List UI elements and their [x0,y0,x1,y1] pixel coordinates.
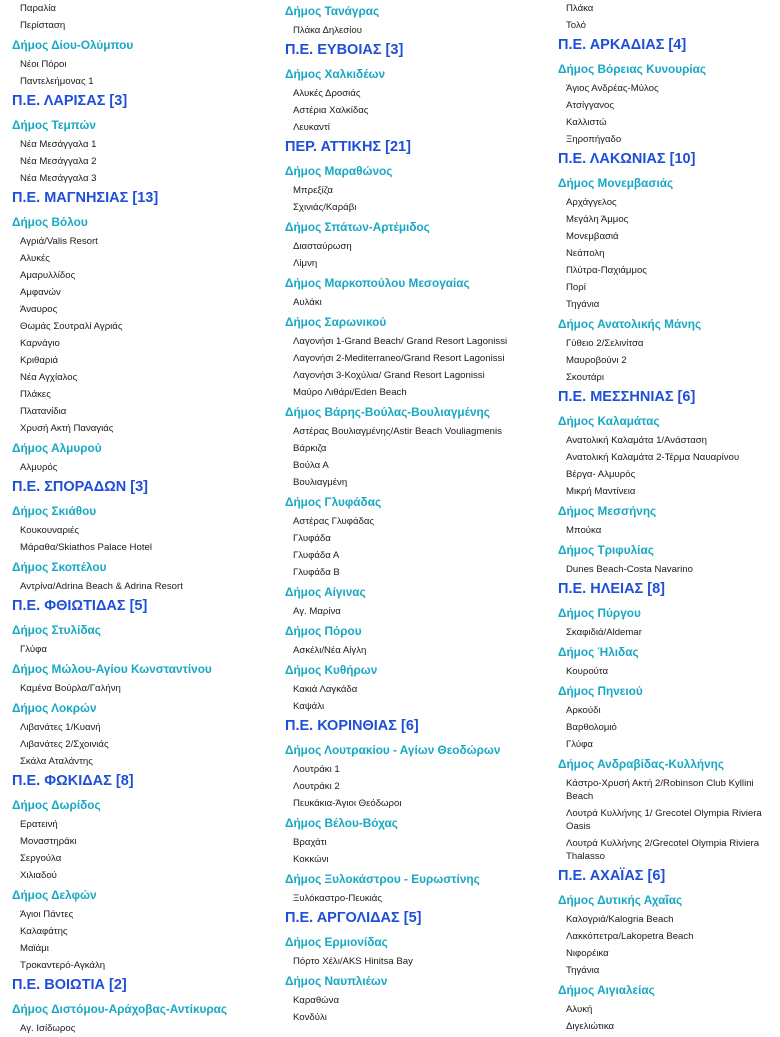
municipality-heading: Δήμος Στυλίδας [12,623,101,637]
column-3 [558,0,773,1035]
municipality-heading: Δήμος Λουτρακίου - Αγίων Θεοδώρων [285,743,501,757]
municipality-heading: Δήμος Σαρωνικού [285,315,387,329]
beach-item: Μπρεξίζα [293,185,333,196]
municipality-heading: Δήμος Σκοπέλου [12,560,107,574]
municipality-heading: Δήμος Κυθήρων [285,663,378,677]
beach-item: Σχινιάς/Καράβι [293,202,357,213]
beach-item: Κονδύλι [293,1012,327,1023]
beach-item: Άναυρος [20,304,58,315]
beach-item: Βραχάτι [293,837,327,848]
beach-item: Λαγονήσι 1-Grand Beach/ Grand Resort Lagonissi [293,336,508,347]
beach-item: Αλυκές Δροσιάς [293,88,361,99]
beach-item: Καλαφάτης [20,926,68,937]
beach-item: Μοναστηράκι [20,836,77,847]
beach-item: Θωμάς Σουτραλί Αγριάς [20,321,123,332]
municipality-heading: Δήμος Ναυπλιέων [285,974,388,988]
municipality-heading: Δήμος Διστόμου-Αράχοβας-Αντίκυρας [12,1002,228,1016]
beach-item: Γλυφάδα Β [293,567,340,578]
beach-item: Λουτράκι 1 [293,764,340,775]
beach-item: Τηγάνια [566,299,600,310]
beach-item: Παντελεήμονας 1 [20,76,94,87]
beach-item: Νέα Μεσάγγαλα 1 [20,139,97,150]
municipality-heading: Δήμος Βόρειας Κυνουρίας [558,62,707,76]
beach-item: Μονεμβασιά [566,231,619,242]
municipality-heading: Δήμος Αλμυρού [12,441,102,455]
beach-item: Αστέρια Χαλκίδας [293,105,369,116]
beach-item: Αστέρας Βουλιαγμένης/Astir Beach Vouliagmenis [293,426,502,437]
beach-item: Διασταύρωση [293,241,352,252]
beach-item: Μαύρο Λιθάρι/Eden Beach [293,387,407,398]
beach-item: Άγιοι Πάντες [20,909,74,920]
beach-item: Καρνάγιο [20,338,60,349]
column-2 [285,0,547,1026]
beach-item: Χιλιαδού [20,870,57,881]
region-heading: Π.Ε. ΕΥΒΟΙΑΣ [3] [285,42,404,58]
beach-item: Βάρκιζα [293,443,327,454]
beach-item: Αλυκή [566,1004,593,1015]
municipality-heading: Δήμος Βόλου [12,215,88,229]
municipality-heading: Δήμος Μονεμβασιάς [558,176,674,190]
municipality-heading: Δήμος Χαλκιδέων [285,67,386,81]
beach-item: Νέα Μεσάγγαλα 2 [20,156,97,167]
beach-item: Τολό [566,20,586,31]
beach-item: Αγ. Μαρίνα [293,606,341,617]
beach-item: Dunes Beach-Costa Navarino [566,564,693,575]
municipality-heading: Δήμος Δίου-Ολύμπου [12,38,134,52]
municipality-heading: Δήμος Καλαμάτας [558,414,660,428]
municipality-heading: Δήμος Σκιάθου [12,504,97,518]
beach-item: Αμφανών [20,287,61,298]
beach-item: Μαϊάμι [20,943,49,954]
municipality-heading: Δήμος Μεσσήνης [558,504,657,518]
beach-item: Καλογριά/Kalogria Beach [566,914,674,925]
beach-item: Νέοι Πόροι [20,59,67,70]
region-heading: Π.Ε. ΑΡΚΑΔΙΑΣ [4] [558,37,687,53]
beach-item: Κάστρο-Χρυσή Ακτή 2/Robinson Club Kyllini Beach [566,778,754,802]
municipality-heading: Δήμος Λοκρών [12,701,97,715]
municipality-heading: Δήμος Βάρης-Βούλας-Βουλιαγμένης [285,405,490,419]
beach-item: Πλάκα [566,3,594,14]
beach-item: Ανατολική Καλαμάτα 1/Ανάσταση [566,435,708,446]
beach-item: Πλάκα Δηλεσίου [293,25,362,36]
beach-item: Πευκάκια-Άγιοι Θεόδωροι [293,798,402,809]
beach-item: Σκαφιδιά/Aldemar [566,627,642,638]
beach-item: Νέα Αγχίαλος [20,372,78,383]
region-heading: Π.Ε. ΛΑΚΩΝΙΑΣ [10] [558,151,696,167]
municipality-heading: Δήμος Αιγιαλείας [558,983,655,997]
beach-item: Λακκόπετρα/Lakopetra Beach [566,931,694,942]
beach-item: Νιφορέικα [566,948,609,959]
beach-item: Παραλία [20,3,56,14]
beach-item: Αυλάκι [293,297,322,308]
municipality-heading: Δήμος Ερμιονίδας [285,935,388,949]
beach-item: Ατσίγγανος [566,100,615,111]
municipality-heading: Δήμος Γλυφάδας [285,495,382,509]
municipality-heading: Δήμος Τανάγρας [285,4,380,18]
beach-item: Ξυλόκαστρο-Πευκιάς [293,893,382,904]
beach-item: Λιβανάτες 2/Σχοινιάς [20,739,109,750]
beach-item: Μάραθα/Skiathos Palace Hotel [20,542,152,553]
beach-item: Διγελιώτικα [566,1021,615,1032]
beach-item: Αντρίνα/Adrina Beach & Adrina Resort [20,581,183,592]
beach-item: Μπούκα [566,525,602,536]
beach-item: Σκουτάρι [566,372,604,383]
beach-item: Γλύφα [20,644,47,655]
beach-item: Λουτρά Κυλλήνης 2/Grecotel Olympia Riviera Thalasso [566,838,760,862]
municipality-heading: Δήμος Μαρκοπούλου Μεσογαίας [285,276,470,290]
beach-item: Λαγονήσι 2-Mediterraneo/Grand Resort Lagonissi [293,353,505,364]
beach-item: Πλύτρα-Παχιάμμος [566,265,647,276]
municipality-heading: Δήμος Πύργου [558,606,641,620]
beach-item: Βαρθολομιό [566,722,617,733]
beach-item: Λιβανάτες 1/Κυανή [20,722,101,733]
region-heading: Π.Ε. ΚΟΡΙΝΘΙΑΣ [6] [285,718,419,734]
beach-item: Καμένα Βούρλα/Γαλήνη [20,683,121,694]
beach-item: Αμαρυλλίδος [20,270,76,281]
municipality-heading: Δήμος Τεμπών [12,118,96,132]
municipality-heading: Δήμος Ξυλοκάστρου - Ευρωστίνης [285,872,480,886]
beach-item: Τροκαντερό-Αγκάλη [20,960,106,971]
municipality-heading: Δήμος Δελφών [12,888,97,902]
beach-item: Λαγονήσι 3-Κοχύλια/ Grand Resort Lagonissi [293,370,485,381]
municipality-heading: Δήμος Σπάτων-Αρτέμιδος [285,220,430,234]
beach-item: Αλυκές [20,253,50,264]
beach-item: Πλατανίδια [20,406,67,417]
municipality-heading: Δήμος Δωρίδος [12,798,101,812]
beach-item: Γύθειο 2/Σελινίτσα [566,338,644,349]
beach-item: Βούλα Α [293,460,329,471]
beach-item: Αρκούδι [566,705,601,716]
beach-item: Βέργα- Αλμυρός [566,469,636,480]
beach-item: Ξηροπήγαδο [566,134,622,145]
beach-item: Αλμυρός [20,462,58,473]
beach-item: Αγ. Ισίδωρος [20,1023,76,1034]
beach-item: Αρχάγγελος [566,197,617,208]
region-heading: Π.Ε. ΜΕΣΣΗΝΙΑΣ [6] [558,389,696,405]
municipality-heading: Δήμος Πόρου [285,624,362,638]
column-1 [12,0,267,1037]
municipality-heading: Δήμος Ήλιδας [558,645,639,659]
beach-item: Λευκαντί [293,122,330,133]
beach-item: Καραθώνα [293,995,340,1006]
beach-item: Ανατολική Καλαμάτα 2-Τέρμα Ναυαρίνου [566,452,740,463]
region-heading: Π.Ε. ΑΡΓΟΛΙΔΑΣ [5] [285,910,422,926]
beach-item: Χρυσή Ακτή Παναγιάς [20,423,114,434]
beach-item: Κουκουναριές [20,525,79,536]
municipality-heading: Δήμος Βέλου-Βόχας [285,816,398,830]
municipality-heading: Δήμος Ανδραβίδας-Κυλλήνης [558,757,724,771]
municipality-heading: Δήμος Μαραθώνος [285,164,393,178]
beach-item: Καψάλι [293,701,325,712]
beach-item: Βουλιαγμένη [293,477,348,488]
beach-item: Κριθαριά [20,355,59,366]
beach-item: Πλάκες [20,389,51,400]
municipality-heading: Δήμος Τριφυλίας [558,543,654,557]
region-heading: Π.Ε. ΜΑΓΝΗΣΙΑΣ [13] [12,190,159,206]
beach-item: Λουτρά Κυλλήνης 1/ Grecotel Olympia Riviera Oasis [566,808,762,832]
beach-item: Μεγάλη Άμμος [566,214,629,225]
municipality-heading: Δήμος Πηνειού [558,684,643,698]
beach-item: Πορί [566,282,586,293]
region-heading: Π.Ε. ΦΩΚΙΔΑΣ [8] [12,773,134,789]
beach-item: Λουτράκι 2 [293,781,340,792]
region-heading: Π.Ε. ΦΘΙΩΤΙΔΑΣ [5] [12,598,148,614]
beach-item: Πόρτο Χέλι/AKS Hinitsa Bay [293,956,413,967]
region-heading: Π.Ε. ΗΛΕΙΑΣ [8] [558,581,665,597]
beach-item: Σεργούλα [20,853,62,864]
municipality-heading: Δήμος Ανατολικής Μάνης [558,317,702,331]
region-heading: Π.Ε. ΒΟΙΩΤΙΑ [2] [12,977,127,993]
beach-item: Μικρή Μαντίνεια [566,486,636,497]
region-heading: Π.Ε. ΣΠΟΡΑΔΩΝ [3] [12,479,149,495]
beach-item: Σκάλα Αταλάντης [20,756,93,767]
beach-item: Άγιος Ανδρέας-Μύλος [566,83,659,94]
beach-item: Γλύφα [566,739,593,750]
beach-item: Ασκέλι/Νέα Αίγλη [293,645,367,656]
beach-item: Περίσταση [20,20,66,31]
beach-item: Αγριά/Valis Resort [20,236,98,247]
beach-item: Γλυφάδα Α [293,550,340,561]
municipality-heading: Δήμος Δυτικής Αχαΐας [558,893,683,907]
beach-item: Καλλιστώ [566,117,607,128]
beach-item: Κακιά Λαγκάδα [293,684,358,695]
region-heading: ΠΕΡ. ΑΤΤΙΚΗΣ [21] [285,139,411,155]
beach-item: Κουρούτα [566,666,609,677]
region-heading: Π.Ε. ΑΧΑΪΑΣ [6] [558,868,666,884]
beach-item: Γλυφάδα [293,533,331,544]
municipality-heading: Δήμος Αίγινας [285,585,366,599]
beach-item: Ερατεινή [20,819,58,830]
beach-item: Λίμνη [293,258,318,269]
beach-item: Κοκκώνι [293,854,329,865]
beach-item: Τηγάνια [566,965,600,976]
municipality-heading: Δήμος Μώλου-Αγίου Κωνσταντίνου [12,662,212,676]
region-heading: Π.Ε. ΛΑΡΙΣΑΣ [3] [12,93,128,109]
beach-item: Νέα Μεσάγγαλα 3 [20,173,97,184]
beach-item: Αστέρας Γλυφάδας [293,516,375,527]
beach-item: Νεάπολη [566,248,605,259]
beach-item: Μαυροβούνι 2 [566,355,627,366]
